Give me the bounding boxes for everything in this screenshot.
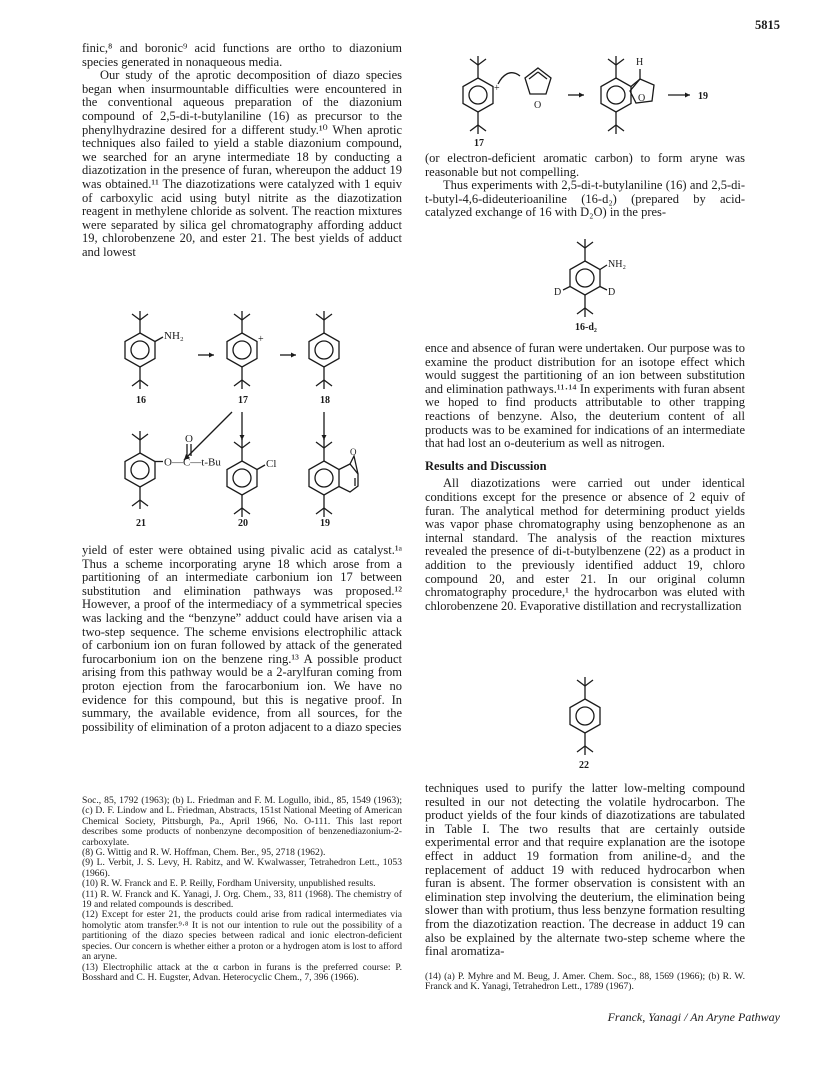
label-20: 20 bbox=[238, 518, 248, 529]
furan-o-label: O bbox=[534, 100, 542, 111]
h-label: H bbox=[636, 57, 644, 68]
reaction-scheme bbox=[82, 300, 402, 540]
footnote-10: (10) R. W. Franck and E. P. Reilly, Fordham University, unpublished results. bbox=[82, 878, 376, 890]
compound-21-structure bbox=[125, 431, 221, 509]
left-column-bottom bbox=[82, 544, 402, 734]
label-22: 22 bbox=[579, 760, 589, 771]
compound-19-structure bbox=[309, 439, 358, 517]
label-18: 18 bbox=[320, 395, 330, 406]
label-17-right: 17 bbox=[474, 138, 484, 149]
right-paragraph-4: All diazotizations were carried out under identical conditions except for the presence or absence of 2 equiv of furan. The analytical method for determining product yields was vapor phase chromatography using benzophenone as an internal standard. The analysis of the reaction mixtures revealed the presence of di-t-butylbenzene (22) as a product in addition to the previously identified adduct 19, chloro compound 20, and ester 21. In our original column chromatography procedure,¹ the hydrocarbon was eluted with chlorobenzene 20. Evaporative distillation and recrystallization bbox=[425, 476, 745, 613]
carbonyl-o-label: O bbox=[185, 433, 193, 445]
compound-16-d2-scheme bbox=[540, 228, 640, 338]
footnote-13: (13) Electrophilic attack at the α carbon in furans is the preferred course: P. Bosshard and C. H. Eugster, Advan. Heterocyclic Chem., 7, 396 (1966). bbox=[82, 961, 402, 983]
right-footnotes bbox=[425, 972, 745, 993]
compound-22-scheme bbox=[550, 668, 620, 778]
right-column-bottom bbox=[425, 782, 745, 959]
nh2-label-d2: NH₂ bbox=[608, 259, 626, 270]
compound-18-structure bbox=[309, 311, 339, 389]
furan-structure bbox=[498, 68, 551, 111]
d-label-right: D bbox=[608, 287, 616, 298]
nh2-label: NH₂ bbox=[164, 330, 184, 342]
right-column-middle bbox=[425, 342, 745, 613]
plus-17: + bbox=[258, 334, 264, 345]
right-paragraph-5: techniques used to purify the latter low-melting compound resulted in our not detecting the volatile hydrocarbon. The product yields of the four kinds of diazotizations are tabulated in Table I. The two results that are certainly outside experimental error and that require explanation are the isotope effect in adduct 19 formation from aniline-d₂ and the replacement of adduct 19 with reduced hydrocarbon when furan is absent. The former observation is consistent with an elimination step involving the deuterium, the elimination being slower than with protium, thus less benzyne formation resulting from the diazotization reaction. The decrease in adduct 19 can also be explained by the alternate two-step scheme where the final aromatiza- bbox=[425, 781, 745, 959]
compound-16-structure bbox=[125, 311, 184, 389]
compound-17-structure bbox=[227, 311, 264, 389]
compound-20-structure bbox=[227, 439, 276, 517]
footnote-7-cont: Soc., 85, 1792 (1963); (b) L. Friedman and F. M. Logullo, ibid., 85, 1549 (1963); (c) D. F. Lindow and L. Friedman, Abstracts, 151st National Meeting of American Chemical Society, Pittsburgh, Pa., April 1966, No. O-111. This last report describes some products of nonbenzyne decomposition of benzenediazonium-2-carboxylate. bbox=[82, 795, 402, 848]
footnote-11: (11) R. W. Franck and K. Yanagi, J. Org. Chem., 33, 811 (1968). The chemistry of 19 and related compounds is described. bbox=[82, 888, 402, 911]
footnote-12: (12) Except for ester 21, the products could arise from radical intermediates via homolytic atom transfer.⁹·⁸ It is not our intention to rule out the possibility of a partitioning of the diazo species between radical and ionic electron-deficient species. Our concern is whether either a proton or a hydrogen atom is lost to afford an aryne. bbox=[82, 909, 402, 963]
cl-label: Cl bbox=[266, 458, 277, 470]
compound-17-cation-structure bbox=[463, 56, 500, 134]
ester-label: O—C—t-Bu bbox=[164, 456, 221, 469]
bridge-o-label-19: O bbox=[350, 447, 357, 457]
furan-attack-scheme bbox=[428, 40, 758, 150]
page-number: 5815 bbox=[755, 18, 780, 32]
right-paragraph-3: ence and absence of furan were undertaken. Our purpose was to examine the product distribution for an isotope effect which would suggest the partitioning of an ion between substitution and elimination pathways.¹¹·¹⁴ In experiments with furan absent we hoped to find products attributable to other trapping reactions of benzyne. Also, the deuterium content of all products was to be examined for indications of an intermediate that had lost an o-deuterium as well as nitrogen. bbox=[425, 341, 745, 451]
left-footnotes bbox=[82, 796, 402, 983]
right-paragraph-2: Thus experiments with 2,5-di-t-butylaniline (16) and 2,5-di-t-butyl-4,6-dideuterioaniline (16-d₂) (prepared by acid-catalyzed exchange of 16 with D₂O) in the pres- bbox=[425, 178, 745, 220]
product-19-label: 19 bbox=[698, 91, 708, 102]
page-footer: Franck, Yanagi / An Aryne Pathway bbox=[607, 1010, 780, 1024]
label-19: 19 bbox=[320, 518, 330, 529]
footnote-8: (8) G. Wittig and R. W. Hoffman, Chem. Ber., 95, 2718 (1962). bbox=[82, 847, 326, 859]
intermediate-structure bbox=[601, 56, 654, 134]
footnote-9: (9) L. Verbit, J. S. Levy, H. Rabitz, and W. Kwalwasser, Tetrahedron Lett., 1053 (1966). bbox=[82, 857, 402, 879]
d-label-left: D bbox=[554, 287, 562, 298]
intermediate-o-label: O bbox=[638, 93, 646, 104]
label-16: 16 bbox=[136, 395, 146, 406]
label-21: 21 bbox=[136, 518, 146, 529]
left-column-top bbox=[82, 42, 402, 260]
left-paragraph-3: yield of ester were obtained using pivalic acid as catalyst.¹ᵃ Thus a scheme incorporating aryne 18 which arose from a partitioning of an intermediate carbonium ion 17 between substitution and elimination pathways was proposed.¹² However, a proof of the intermediacy of a symmetrical species was lacking and the “benzyne” adduct could have arisen via a two-step sequence. The scheme envisions electrophilic attack of carbonium ion on furan followed by attack of the generated furocarbonium ion on the benzene ring.¹³ A possible product arising from this pathway would be a 2-arylfuran coming from proton ejection from the farocarbonium ion. We have no evidence for this compound, but this is negative proof. In summary, the available evidence, from all sources, for the possibility of elimination of a proton adjacent to a diazo species bbox=[82, 543, 402, 734]
label-17: 17 bbox=[238, 395, 248, 406]
left-paragraph-1: finic,⁸ and boronic⁹ acid functions are ortho to diazonium species generated in nonaqueous media. bbox=[82, 41, 402, 69]
right-column-top bbox=[425, 152, 745, 220]
label-16-d2: 16-d₂ bbox=[575, 322, 597, 333]
compound-16-d2-structure bbox=[554, 239, 626, 317]
results-heading: Results and Discussion bbox=[425, 458, 547, 473]
right-paragraph-1: (or electron-deficient aromatic carbon) to form aryne was reasonable but not compelling. bbox=[425, 151, 745, 179]
left-paragraph-2: Our study of the aprotic decomposition of diazo species began when insurmountable difficulties were encountered in the conventional aqueous preparation of the diazonium compound of 2,5-di-t-butylaniline (16) as precursor to the phenylhydrazine desired for a different study.¹⁰ When aprotic techniques also failed to yield a stable diazonium compound, we searched for an aryne intermediate 18 by conducting a diazotization in the presence of furan, whereupon the adduct 19 was obtained.¹¹ The diazotizations were catalyzed with 1 equiv of carboxylic acid using butyl nitrite as the diazotization reagent in methylene chloride as solvent. The reaction mixtures were separated by silica gel chromatography affording adduct 19, chlorobenzene 20, and ester 21. The best yields of adduct and lowest bbox=[82, 68, 402, 259]
compound-22-structure bbox=[570, 677, 600, 755]
plus-17-right: + bbox=[494, 83, 500, 94]
footnote-14: (14) (a) P. Myhre and M. Beug, J. Amer. Chem. Soc., 88, 1569 (1966); (b) R. W. Franck and K. Yanagi, Tetrahedron Lett., 1789 (1967). bbox=[425, 971, 745, 993]
